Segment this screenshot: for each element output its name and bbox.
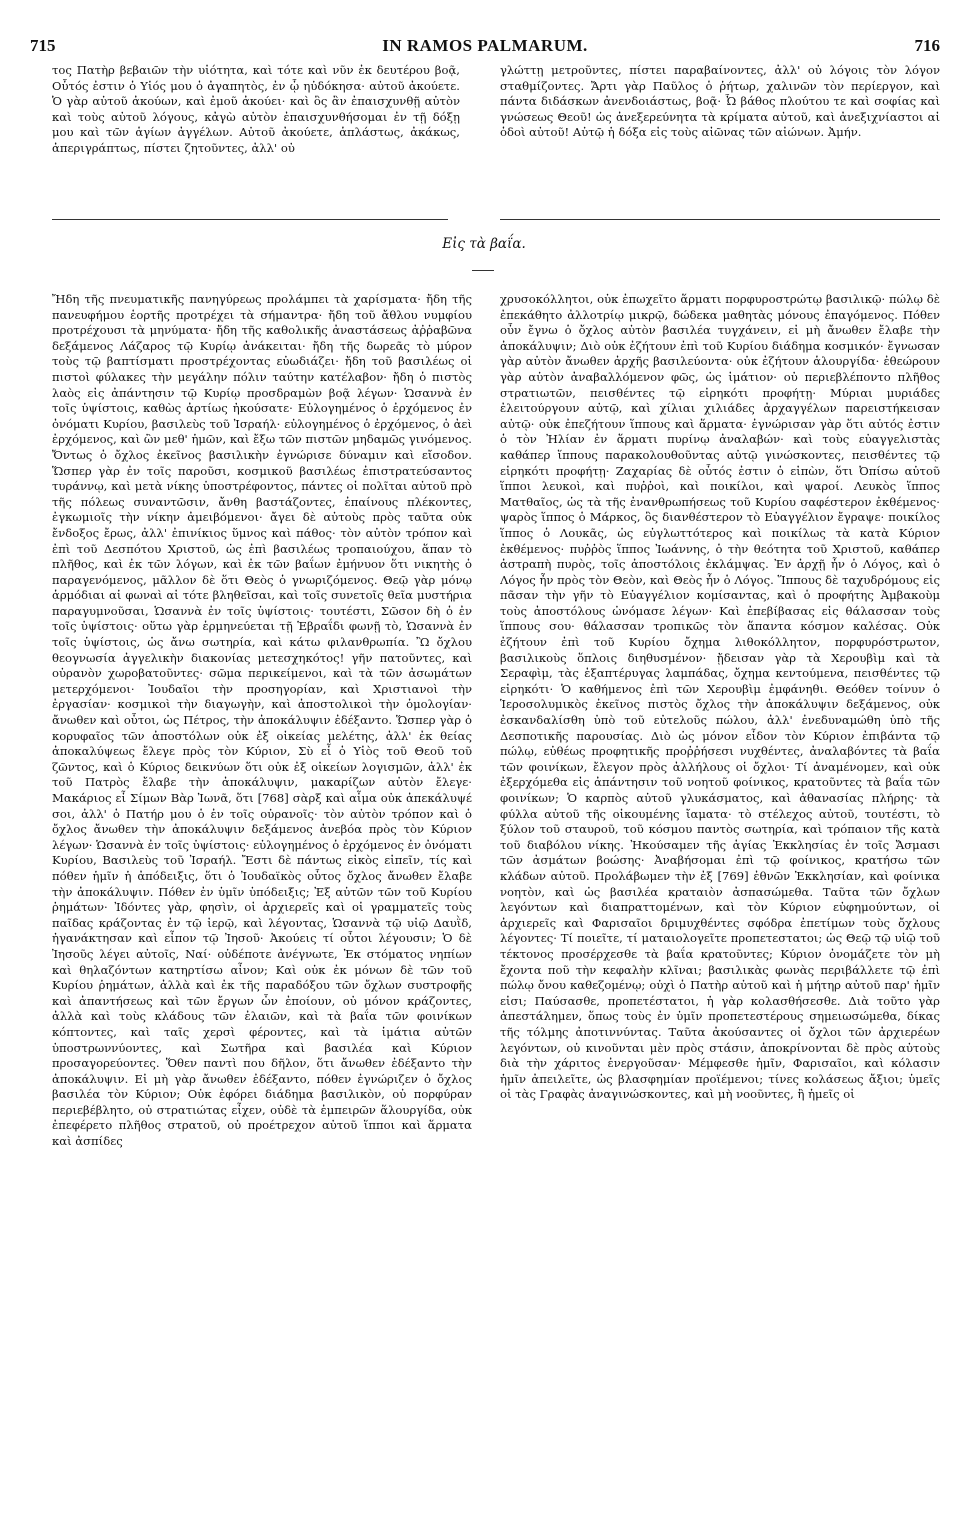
top-right-paragraph: γλώττῃ μετροῦντες, πίστει παραβαίνοντες, ἀλλ' οὐ λόγοις τὸν λόγον σταθμίζοντες. Ἄρτι γὰρ Παῦλος ὁ ῥήτωρ, χαλινῶν τὸν περίεργον, καὶ πάντα διδάσκων ἀνενδοιάστως, βοᾷ· Ὦ βάθος πλούτου τε καὶ σοφίας καὶ γνώσεως Θεοῦ! ὡς ἀνεξερεύνητα τὰ κρίματα αὐτοῦ, καὶ ἀνεξιχνίαστοι αἱ ὁδοὶ αὐτοῦ! Αὐτῷ ἡ δόξα εἰς τοὺς αἰῶνας τῶν αἰώνων. Ἀμήν. xyxy=(500,63,940,140)
top-right-column xyxy=(500,63,940,171)
title-dash xyxy=(472,270,494,271)
body-right-column xyxy=(500,292,940,1527)
body-left-paragraph: Ἤδη τῆς πνευματικῆς πανηγύρεως προλάμπει τὰ χαρίσματα· ἤδη τῆς πανευφήμου ἑορτῆς προτρέχει τὰ σήμαντρα· ἤδη τοῦ ἄθλου νυμφίου προτρέχουσι τὰ μηνύματα· ἤδη τῆς καθολικῆς ἀναστάσεως ἀῤῥαβῶνα δεξάμενος Λάζαρος τῷ Κυρίῳ ἀνάκειται· ἤδη τῆς δωρεᾶς τὸ μύρον τοὺς τῷ βαπτίσματι προστρέχοντας εὐωδιάζει· ἤδη τοῦ βασιλέως οἱ πιστοὶ φύλακες τὴν μεγάλην πόλιν ταύτην κατέλαβον· ἤδη ὁ πιστὸς λαὸς εἰς ἀπάντησιν τῷ Κυρίῳ προσδραμὼν βοᾷ λέγων· Ὡσαννὰ ἐν τοῖς ὑψίστοις, καθὼς ἀρτίως ἠκούσατε· Εὐλογημένος ὁ ἐρχόμενος ἐν ὀνόματι Κυρίου, βασιλεὺς τοῦ Ἰσραήλ· εὐλογημένος ὁ ἐρχόμενος, ὁ ἀεὶ ἐρχόμενος, καὶ ὢν μεθ' ἡμῶν, καὶ ἔξω τῶν πιστῶν μηδαμῶς γινόμενος. Ὄντως ὁ ὄχλος ἐκεῖνος βασιλικὴν ἐγνώρισε δύναμιν καὶ εἴσοδον. Ὥσπερ γὰρ ἐν τοῖς παροῦσι, κοσμικοῦ βασιλέως ἐπιστρατεύσαντος τυράννῳ, καὶ μετὰ νίκης ὑποστρέφοντος, πάντες οἱ πολῖται αὐτοῦ πρὸ τῆς πόλεως συναντῶσιν, ἄνθη βαστάζοντες, ἐπαίνους πλέκοντες, ἐγκωμιοῖς τὴν νίκην ἀμειβόμενοι· ἄγει δὲ αὐτοὺς πρὸς ταῦτα οὐκ ἔνδοξος ἔρως, ἀλλ' ἐπινίκιος ὕμνος καὶ πάθος· τὸν αὐτὸν τρόπον καὶ ἐπὶ τοῦ Δεσπότου Χριστοῦ, ὡς ἐπὶ βασιλέως τροπαιούχου, ἅπαν τὸ πλῆθος, καὶ ἐκ τῶν λόγων, καὶ ἐκ τῶν βαΐων ἐμήνυον ὅτι νικητὴς ὁ παραγενόμενος, μᾶλλον δὲ ὅτι Θεὸς ὁ γνωριζόμενος. Θεῷ γὰρ μόνῳ ἁρμόδιαι αἱ φωναὶ αἱ τότε βληθεῖσαι, καὶ τοῖς συνετοῖς θεῖα μυστήρια παραγυμνοῦσαι, Ὡσαννὰ ἐν τοῖς ὑψίστοις· τουτέστι, Σῶσον δὴ ὁ ἐν τοῖς ὑψίστοις· οὕτω γὰρ ἑρμηνεύεται τῇ Ἑβραΐδι φωνῇ τὸ, Ὡσαννὰ ἐν τοῖς ὑψίστοις, ὡς ἄνω σωτηρία, καὶ κάτω φιλανθρωπία. Ὢ ὄχλου θεογνωσία ἀγγελικὴν διακονίας μετεσχηκότος! γῆν πατοῦντες, καὶ οὐρανὸν χωροβατοῦντες· σῶμα περικείμενοι, καὶ τὰ τῶν ἀσωμάτων μετερχόμενοι· Ἰουδαῖοι τὴν προσηγορίαν, καὶ Χριστιανοὶ τὴν ἐργασίαν· κοσμικοὶ τὴν διαγωγὴν, καὶ ἀποστολικοὶ τὴν ὁμολογίαν· ἄνωθεν καὶ οὗτοι, ὡς Πέτρος, τὴν ἀποκάλυψιν ἐδέξαντο. Ὥσπερ γὰρ ὁ κορυφαῖος τῶν ἀποστόλων οὐκ ἐξ οἰκείας μελέτης, ἀλλ' ἐκ θείας ἀποκαλύψεως ἔλεγε πρὸς τὸν Κύριον, Σὺ εἶ ὁ Υἱὸς τοῦ Θεοῦ τοῦ ζῶντος, καὶ ὁ Κύριος δεικνύων ὅτι οὐκ ἐξ οἰκείων λογισμῶν, ἀλλ' ἐκ τοῦ Πατρὸς ἔλαβε τὴν ἀποκάλυψιν, μακαρίζων αὐτὸν ἔλεγε· Μακάριος εἶ Σίμων Βὰρ Ἰωνᾶ, ὅτι [768] σὰρξ καὶ αἷμα οὐκ ἀπεκάλυψέ σοι, ἀλλ' ὁ Πατήρ μου ὁ ἐν τοῖς οὐρανοῖς· τὸν αὐτὸν τρόπον καὶ ὁ ὄχλος ἄνωθεν τὴν ἀποκάλυψιν δεξάμενος ἀνεβόα πρὸς τὸν Κύριον λέγων· Ὡσαννὰ ἐν τοῖς ὑψίστοις· εὐλογημένος ὁ ἐρχόμενος ἐν ὀνόματι Κυρίου, Βασιλεὺς τοῦ Ἰσραήλ. Ἔστι δὲ πάντως εἰκὸς εἰπεῖν, τίς καὶ πόθεν ἡμῖν ἡ ἀπόδειξις, ὅτι ὁ Ἰουδαϊκὸς οὗτος ὄχλος ἄνωθεν ἔλαβε τὴν ἀποκάλυψιν. Πόθεν ἐν ὑμῖν ὑπόδειξις; Ἐξ αὐτῶν τῶν τοῦ Κυρίου ῥημάτων· Ἰδόντες γὰρ, φησὶν, οἱ ἀρχιερεῖς καὶ οἱ γραμματεῖς τοὺς παῖδας κράζοντας ἐν τῷ ἱερῷ, καὶ λέγοντας, Ὡσαννὰ τῷ υἱῷ Δαυῒδ, ἠγανάκτησαν καὶ εἶπον τῷ Ἰησοῦ· Ἀκούεις τί οὗτοι λέγουσιν; Ὁ δὲ Ἰησοῦς λέγει αὐτοῖς, Ναί· οὐδέποτε ἀνέγνωτε, Ἐκ στόματος νηπίων καὶ θηλαζόντων κατηρτίσω αἶνον; Καὶ οὐκ ἐκ μόνων δὲ τῶν τοῦ Κυρίου ῥημάτων, ἀλλὰ καὶ ἐκ τῆς παραδόξου τῶν ὄχλων συστροφῆς καὶ ἀπαντήσεως καὶ τῶν ἔργων ὧν ἐποίουν, οὐ μόνον κράζοντες, ἀλλὰ καὶ τοὺς κλάδους τῶν ἐλαιῶν, καὶ τὰ βαΐα τῶν φοινίκων κόπτοντες, καὶ ταῖς χερσὶ φέροντες, καὶ τὰ ἱμάτια αὐτῶν ὑποστρωννύοντες, καὶ Σωτῆρα καὶ βασιλέα καὶ Κύριον προσαγορεύοντες. Ὅθεν παντὶ που δῆλον, ὅτι ἄνωθεν ἐδέξαντο τὴν ἀποκάλυψιν. Εἰ μὴ γὰρ ἄνωθεν ἐδέξαντο, πόθεν ἐγνώριζεν ὁ ὄχλος βασιλέα τὸν Κύριον; Οὐκ ἐφόρει διάδημα βασιλικὸν, οὐ πορφύραν περιεβέβλητο, οὐ στρατιώτας εἶχεν, οὐδὲ τὰ ἐμπειρῶν ἅλουργίδα, οὐκ ἐπεφέρετο πλῆθος στρατοῦ, οὐ προέτρεχον αὐτοῦ ἵπποι καὶ ἅρματα καὶ ἀσπίδες xyxy=(52,292,472,1149)
running-title: IN RAMOS PALMARUM. xyxy=(382,36,588,55)
right-page-number: 716 xyxy=(914,36,940,55)
top-left-column xyxy=(52,63,460,171)
top-left-paragraph: τος Πατὴρ βεβαιῶν τὴν υἱότητα, καὶ τότε καὶ νῦν ἐκ δευτέρου βοᾷ, Οὗτός ἐστιν ὁ Υἱός μου ὁ ἀγαπητὸς, ἐν ᾧ ηὐδόκησα· αὐτοῦ ἀκούετε. Ὁ γὰρ αὐτοῦ ἀκούων, καὶ ἐμοῦ ἀκούει· καὶ ὃς ἂν ἐπαισχυνθῇ αὐτὸν καὶ τοὺς αὐτοῦ λόγους, κἀγὼ αὐτὸν ἐπαισχυνθήσομαι ἐν τῇ δόξῃ μου καὶ τῶν ἁγίων ἀγγέλων. Αὐτοῦ ἀκούετε, ἁπλάστως, ἀκάκως, ἀπεριγράπτως, πίστει ζητοῦντες, ἀλλ' οὐ xyxy=(52,63,460,155)
section-title: Εἰς τὰ βαΐα. xyxy=(442,236,526,252)
running-header xyxy=(30,36,940,56)
section-divider-left xyxy=(52,219,448,220)
section-divider-right xyxy=(500,219,940,220)
left-page-number: 715 xyxy=(30,36,56,55)
body-right-paragraph: χρυσοκόλλητοι, οὐκ ἐπωχεῖτο ἅρματι πορφυροστρώτῳ βασιλικῷ· πώλῳ δὲ ἐπεκάθητο ἀλλοτρίῳ μικρῷ, δώδεκα μαθητὰς μόνους ἐπαγόμενος. Πόθεν οὖν ἔγνω ὁ ὄχλος αὐτὸν βασιλέα τυγχάνειν, εἰ μὴ ἄνωθεν ἔλαβε τὴν ἀποκάλυψιν; Διὸ οὐκ ἐζήτουν ἐπὶ τοῦ Κυρίου διάδημα κοσμικόν· ἔγνωσαν γὰρ αὐτὸν ἄνωθεν ἀρχῆς βασιλεύοντα· οὐκ ἐζήτουν ἁλουργίδα· ἐθεώρουν γὰρ αὐτὸν ἀναβαλλόμενον φῶς, ὡς ἱμάτιον· οὐ περιεβλέποντο πλῆθος στρατιωτῶν, πεισθέντες τῷ εἰρηκότι προφήτῃ· Μύριαι μυριάδες ἐλειτούργουν αὐτῷ, καὶ χίλιαι χιλιάδες ἀρχαγγέλων παρειστήκεισαν αὐτῷ· οὐκ ἐπεζήτουν ἵππους καὶ ἅρματα· ἐγνώρισαν γὰρ ὅτι αὐτός ἐστιν ὁ τὸν Ἠλίαν ἐν ἅρματι πυρίνῳ ἀναλαβών· καὶ τοὺς εὐαγγελιστὰς καθάπερ ἵππους παρακολουθοῦντας αὐτῷ γινώσκοντες, πεισθέντες τῷ εἰρηκότι προφήτῃ· Ζαχαρίας δὲ οὗτός ἐστιν ὁ εἰπὼν, ὅτι Ὀπίσω αὐτοῦ ἵπποι λευκοὶ, καὶ πυῤῥοὶ, καὶ ποικίλοι, καὶ ψαροί. Λευκὸς ἵππος Ματθαῖος, ὡς τὰ τῆς ἐνανθρωπήσεως τοῦ Κυρίου σαφέστερον ἐκθέμενος· ψαρὸς ἵππος ὁ Μάρκος, ὃς διανθέστερον τὸ Εὐαγγέλιον ἔγραψε· ποικίλος ἵππος ὁ Λουκᾶς, ὡς εὐγλωττότερος καὶ ποικίλως τὰ κατὰ Κύριον ἐκθέμενος· πυῤῥὸς ἵππος Ἰωάννης, ὁ τὴν θεότητα τοῦ Χριστοῦ, καθάπερ ἀστραπὴ πυρὸς, τοῖς ἀποστόλοις ἐκλάμψας. Ἐν ἀρχῇ ἦν ὁ Λόγος, καὶ ὁ Λόγος ἦν πρὸς τὸν Θεὸν, καὶ Θεὸς ἦν ὁ Λόγος. Ἵππους δὲ ταχυδρόμους εἰς πᾶσαν τὴν γῆν τὸ Εὐαγγέλιον κομίσαντας, καὶ ὁ προφήτης Ἀμβακοὺμ τοὺς ἀποστόλους ὠνόμασε λέγων· Καὶ ἐπεβίβασας εἰς θάλασσαν τοὺς ἵππους σου· θάλασσαν τροπικῶς τὸν ἅπαντα κόσμον καλέσας. Οὐκ ἐζήτουν ἐπὶ τοῦ Κυρίου ὄχημα λιθοκόλλητον, πορφυρόστρωτον, βασιλικοὺς ὅπλοις διηθυσμένον· ᾔδεισαν γὰρ τὰ Χερουβὶμ καὶ τὰ Σεραφὶμ, τὰς ἑξαπτέρυγας λαμπάδας, ὄχημα κεντούμενα, πεισθέντες τῷ εἰρηκότι· Ὁ καθήμενος ἐπὶ τῶν Χερουβὶμ ἐμφάνηθι. Θεόθεν τοίνυν ὁ Ἱεροσολυμικὸς ἐκεῖνος πιστὸς ὄχλος τὴν ἀποκάλυψιν δεξάμενος, οὐκ ἐσκανδαλίσθη ὑπὸ τοῦ εὐτελοῦς πώλου, ἀλλ' ἐνεδυναμώθη ὑπὸ τῆς Δεσποτικῆς παρουσίας. Διὸ ὡς μόνον εἶδον τὸν Κύριον ἐπιβάντα τῷ πώλῳ, εὐθέως προφητικῆς προῤῥήσεσι νυχθέντες, ἀναλαβόντες τὰ βαΐα τῶν φοινίκων, ἔλεγον πρὸς ἀλλήλους οἱ ὄχλοι· Τί ἀναμένομεν, καὶ οὐκ ἐξερχόμεθα εἰς ἀπάντησιν τοῦ νοητοῦ φοίνικος, κρατοῦντες τὰ βαΐα τῶν φοινίκων; Ὁ καρπὸς αὐτοῦ γλυκάσματος, καὶ ἀθανασίας πλήρης· τὰ φύλλα αὐτοῦ τῆς οἰκουμένης ἴαματα· τὸ στέλεχος αὐτοῦ, τουτέστι, τὸ ξύλον τοῦ σταυροῦ, τοῦ κόσμου παντὸς σωτηρία, καὶ τρόπαιον τῆς κατὰ τοῦ διαβόλου νίκης. Ἠκούσαμεν τῆς ἁγίας Ἐκκλησίας ἐν τοῖς Ἄσμασι τῶν ἀσμάτων βοώσης· Ἀναβήσομαι ἐπὶ τῷ φοίνικος, κρατήσω τῶν κλάδων αὐτοῦ. Προλάβωμεν τὴν ἐξ [769] ἐθνῶν Ἐκκλησίαν, καὶ φοίνικα νοητὸν, καὶ ὡς βασιλέα κραταιὸν ἀσπασώμεθα. Ταῦτα τῶν ὄχλων λεγόντων καὶ διαπραττομένων, καὶ τὸν Κύριον εὐφημούντων, οἱ ἀρχιερεῖς καὶ Φαρισαῖοι δριμυχθέντες σφόδρα ἐπετίμων τοὺς ὄχλους λέγοντες· Τί ποιεῖτε, τί ματαιολογεῖτε προπετεστατοι; ὡς Θεῷ τῷ υἱῷ τοῦ τέκτονος προσέρχεσθε τὰ βαΐα κρατοῦντες; Κύριον ὀνομάζετε τὸν μὴ ἔχοντα ποῦ τὴν κεφαλὴν κλῖναι; βασιλικὰς φωνὰς περιβάλλετε τῷ ἐπὶ πώλῳ ὄνου καθεζομένῳ; οὐχὶ ὁ Πατὴρ αὐτοῦ καὶ ἡ μήτηρ αὐτοῦ παρ' ἡμῖν εἰσι; Παύσασθε, προπετέστατοι, ἡ γὰρ κολασθήσεσθε. Διὰ τοῦτο γὰρ ἀπεστάλημεν, ὅπως τοὺς ἐν ὑμῖν προπετεστέρους σημειωσώμεθα, δίκας τῆς τόλμης ἀποτιννύντας. Ταῦτα ἀκούσαντες οἱ ὄχλοι τῶν ἀρχιερέων λεγόντων, οὐ κινοῦνται μὲν πρὸς στάσιν, ἀποκρίνονται δὲ πρὸς αὐτοὺς διὰ τὴν χάριτος ἐνεργοῦσαν· Μέμφεσθε ἡμῖν, Φαρισαῖοι, καὶ κόλασιν ἡμῖν ἀπειλεῖτε, ὡς βλασφημίαν προϊέμενοι; τίνες κολάσεως ἄξιοι; ὑμεῖς οἱ τὰς Γραφὰς ἀναγινώσκοντες, καὶ μὴ νοοῦντες, ἢ ἡμεῖς οἱ xyxy=(500,292,940,1102)
body-left-column xyxy=(52,292,472,1527)
